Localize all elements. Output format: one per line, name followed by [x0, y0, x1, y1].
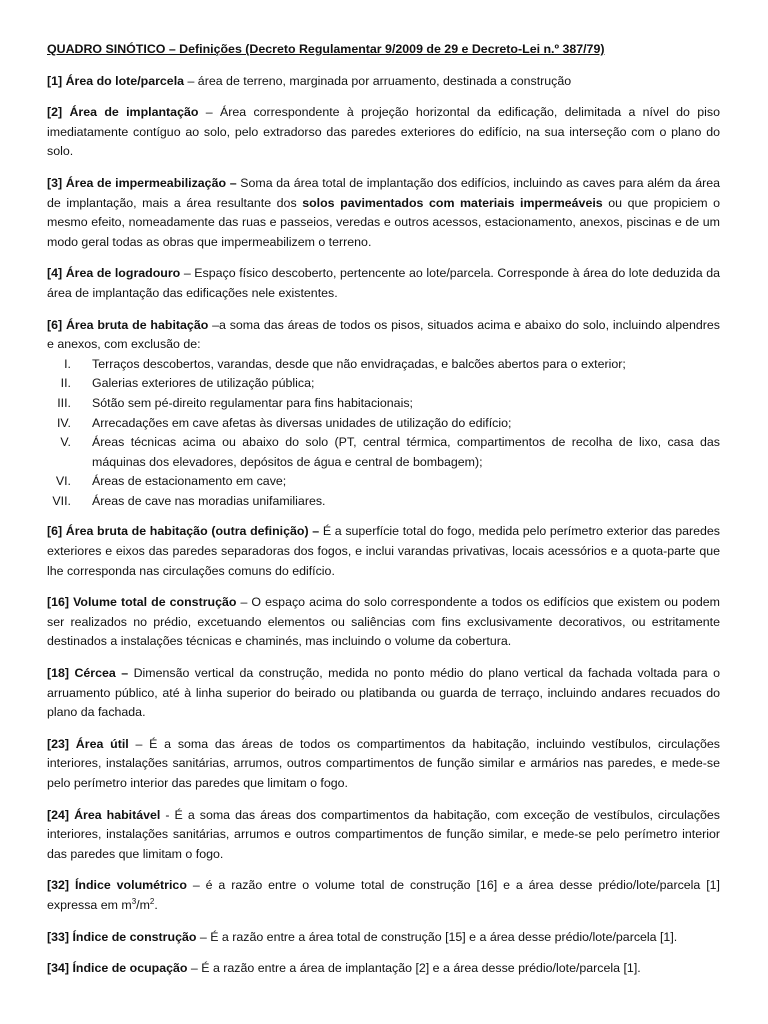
definition-32: [47, 876, 720, 915]
definition-term: [6] Área bruta de habitação: [47, 317, 209, 332]
list-text: Sótão sem pé-direito regulamentar para fins habitacionais;: [92, 395, 413, 410]
list-item: [47, 394, 720, 414]
definition-6-alt: [47, 522, 720, 581]
definition-2: [47, 103, 720, 162]
list-number: VII.: [52, 493, 71, 508]
definition-text: –a soma das áreas de todos os pisos, situados acima e abaixo do solo, incluindo alpendres e anexos, com exclusão de:: [47, 317, 720, 352]
definition-term: [2] Área de implantação: [47, 105, 199, 120]
definition-text: – é a razão entre o volume total de construção [16] e a área desse prédio/lote/parcela [1] expressa em m: [47, 878, 720, 912]
definition-text: – O espaço acima do solo correspondente a todos os edifícios que existem ou podem ser realizados no prédio, excetuando elementos ou saliências com fins exclusivamente decorativos, ou estritamente destinados a instalações técnicas e chaminés, mas incluindo o volume da cobertura.: [47, 595, 720, 649]
list-number: III.: [57, 395, 71, 410]
definition-emphasis: solos pavimentados com materiais impermeáveis: [302, 195, 603, 210]
definition-1: [47, 72, 720, 92]
definition-text: – Espaço físico descoberto, pertencente ao lote/parcela. Corresponde à área do lote deduzida da área de implantação das edificações nele existentes.: [47, 266, 720, 300]
definition-text: – Área correspondente à projeção horizontal da edificação, delimitada a nível do piso imediatamente contíguo ao solo, pelo extradorso das paredes exteriores do edifício, na sua interseção com o plano do solo.: [47, 105, 720, 159]
definition-text: .: [154, 897, 158, 912]
definition-18: [47, 664, 720, 723]
definition-text: – É a razão entre a área de implantação [2] e a área desse prédio/lote/parcela [1].: [187, 961, 641, 976]
definition-33: [47, 928, 720, 948]
list-text: Áreas técnicas acima ou abaixo do solo (PT, central térmica, compartimentos de recolha de lixo, casa das máquinas dos elevadores, depósitos de água e central de bombagem);: [92, 435, 720, 469]
list-item: [47, 492, 720, 512]
list-item: [47, 374, 720, 394]
document-title: QUADRO SINÓTICO – Definições (Decreto Regulamentar 9/2009 de 29 e Decreto-Lei n.º 387/79): [47, 42, 605, 56]
list-item: [47, 433, 720, 472]
definition-23: [47, 735, 720, 794]
definition-text: Dimensão vertical da construção, medida no ponto médio do plano vertical da fachada voltada para o arruamento público, até à linha superior do beirado ou platibanda ou guarda de terraço, incluindo andares recuados do plano da fachada.: [47, 666, 720, 720]
definition-term: [3] Área de impermeabilização –: [47, 175, 237, 190]
definition-4: [47, 264, 720, 303]
list-number: V.: [60, 435, 71, 450]
definition-term: [32] Índice volumétrico: [47, 878, 187, 893]
definition-text: – É a soma das áreas de todos os compartimentos da habitação, incluindo vestíbulos, circulações interiores, instalações sanitárias, arrumos, outros compartimentos de função similar e armários nas paredes, e mede-se pelo perímetro interior das paredes que limitam o fogo.: [47, 736, 720, 790]
definition-term: [24] Área habitável: [47, 807, 161, 822]
definition-term: [6] Área bruta de habitação (outra definição) –: [47, 524, 320, 539]
definition-term: [34] Índice de ocupação: [47, 961, 188, 976]
definition-term: [16] Volume total de construção: [47, 595, 237, 610]
definition-24: [47, 806, 720, 865]
definition-term: [1] Área do lote/parcela: [47, 73, 185, 88]
definition-34: [47, 959, 720, 979]
list-item: [47, 414, 720, 434]
list-text: Terraços descobertos, varandas, desde que não envidraçadas, e balcões abertos para o exterior;: [92, 356, 626, 371]
superscript: 3: [131, 896, 137, 906]
exclusion-list: [47, 355, 720, 512]
definition-text: - É a soma das áreas dos compartimentos da habitação, com exceção de vestíbulos, circulações interiores, instalações sanitárias, arrumos e outros compartimentos de função similar, e mede-se pelo perímetro interior das paredes que limitam o fogo.: [47, 807, 720, 861]
list-text: Galerias exteriores de utilização pública;: [92, 376, 315, 391]
list-text: Áreas de estacionamento em cave;: [92, 474, 287, 489]
definition-text: Soma da área total de implantação dos edifícios, incluindo as caves para além da área de implantação, mais a área resultante dos: [47, 175, 721, 210]
definition-3: [47, 174, 720, 252]
definition-16: [47, 593, 720, 652]
definition-term: [18] Cércea –: [47, 666, 129, 681]
list-number: IV.: [56, 415, 71, 430]
definition-text: É a superfície total do fogo, medida pelo perímetro exterior das paredes exteriores e eixos das paredes separadoras dos fogos, e inclui varandas privativas, locais acessórios e a quota-parte que lhe corresponda nas circulações comuns do edifício.: [47, 524, 720, 578]
definition-text: – É a razão entre a área total de construção [15] e a área desse prédio/lote/parcela [1].: [196, 929, 678, 944]
definition-term: [4] Área de logradouro: [47, 266, 181, 281]
definition-term: [23] Área útil: [47, 736, 129, 751]
definition-text: /m: [136, 897, 150, 912]
list-number: I.: [64, 356, 71, 371]
definition-text: – área de terreno, marginada por arruamento, destinada a construção: [184, 73, 572, 88]
definition-term: [33] Índice de construção: [47, 929, 197, 944]
definition-text: ou que propiciem o mesmo efeito, nomeadamente das ruas e passeios, veredas e outros acessos, estacionamento, anexos, piscinas e de um modo geral todas as obras que impermeabilizem o terreno.: [47, 195, 720, 249]
definition-6: [47, 316, 720, 355]
list-item: [47, 355, 720, 375]
list-number: VI.: [55, 474, 71, 489]
superscript: 2: [149, 896, 155, 906]
list-item: [47, 472, 720, 492]
list-text: Arrecadações em cave afetas às diversas unidades de utilização do edifício;: [92, 415, 512, 430]
list-text: Áreas de cave nas moradias unifamiliares.: [92, 493, 326, 508]
list-number: II.: [60, 376, 71, 391]
